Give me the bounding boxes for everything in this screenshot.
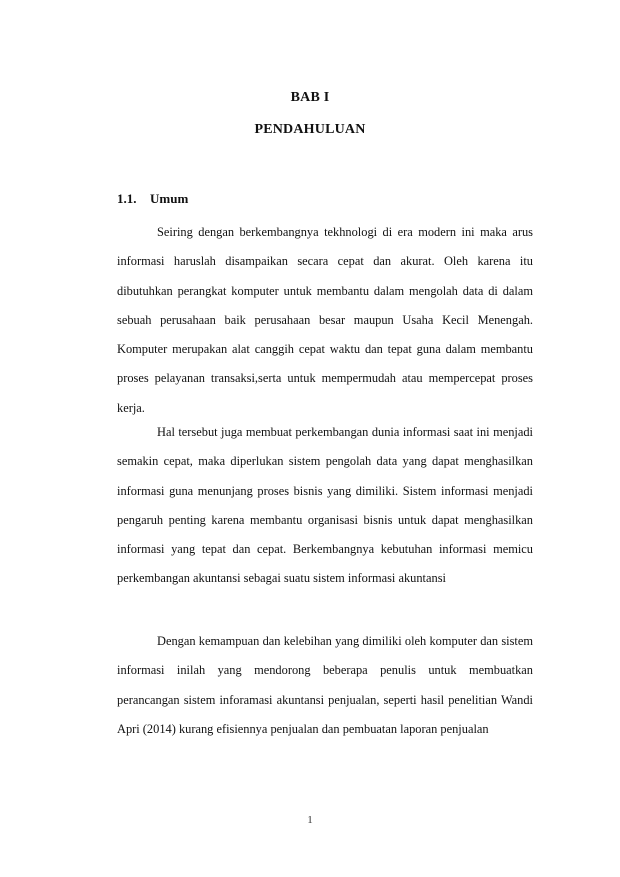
body-paragraph: Dengan kemampuan dan kelebihan yang dimiliki oleh komputer dan sistem informasi inilah yang mendorong beberapa penulis untuk membuatkan perancangan sistem inforamasi akuntansi penjualan, seperti hasil penelitian Wandi Apri (2014) kurang efisiennya penjualan dan pembuatan laporan penjualan: [117, 634, 533, 736]
body-paragraph: Hal tersebut juga membuat perkembangan dunia informasi saat ini menjadi semakin cepat, maka diperlukan sistem pengolah data yang dapat menghasilkan informasi guna menunjang proses bisnis yang dimiliki. Sistem informasi menjadi pengaruh penting karena membantu organisasi bisnis untuk dapat menghasilkan informasi yang tepat dan cepat. Berkembangnya kebutuhan informasi memicu perkembangan akuntansi sebagai suatu sistem informasi akuntansi: [117, 425, 533, 586]
section-heading: [117, 191, 188, 207]
section-number: 1.1.: [117, 191, 137, 206]
body-paragraph: Seiring dengan berkembangnya tekhnologi di era modern ini maka arus informasi haruslah disampaikan secara cepat dan akurat. Oleh karena itu dibutuhkan perangkat komputer untuk membantu dalam mengolah data di dalam sebuah perusahaan baik perusahaan besar maupun Usaha Kecil Menengah. Komputer merupakan alat canggih cepat waktu dan tepat guna dalam membantu proses pelayanan transaksi,serta untuk mempermudah atau mempercepat proses kerja.: [117, 225, 533, 415]
page-number: 1: [307, 814, 313, 826]
chapter-number: BAB I: [290, 90, 330, 105]
section-title: Umum: [150, 191, 189, 206]
chapter-title: PENDAHULUAN: [254, 122, 366, 137]
